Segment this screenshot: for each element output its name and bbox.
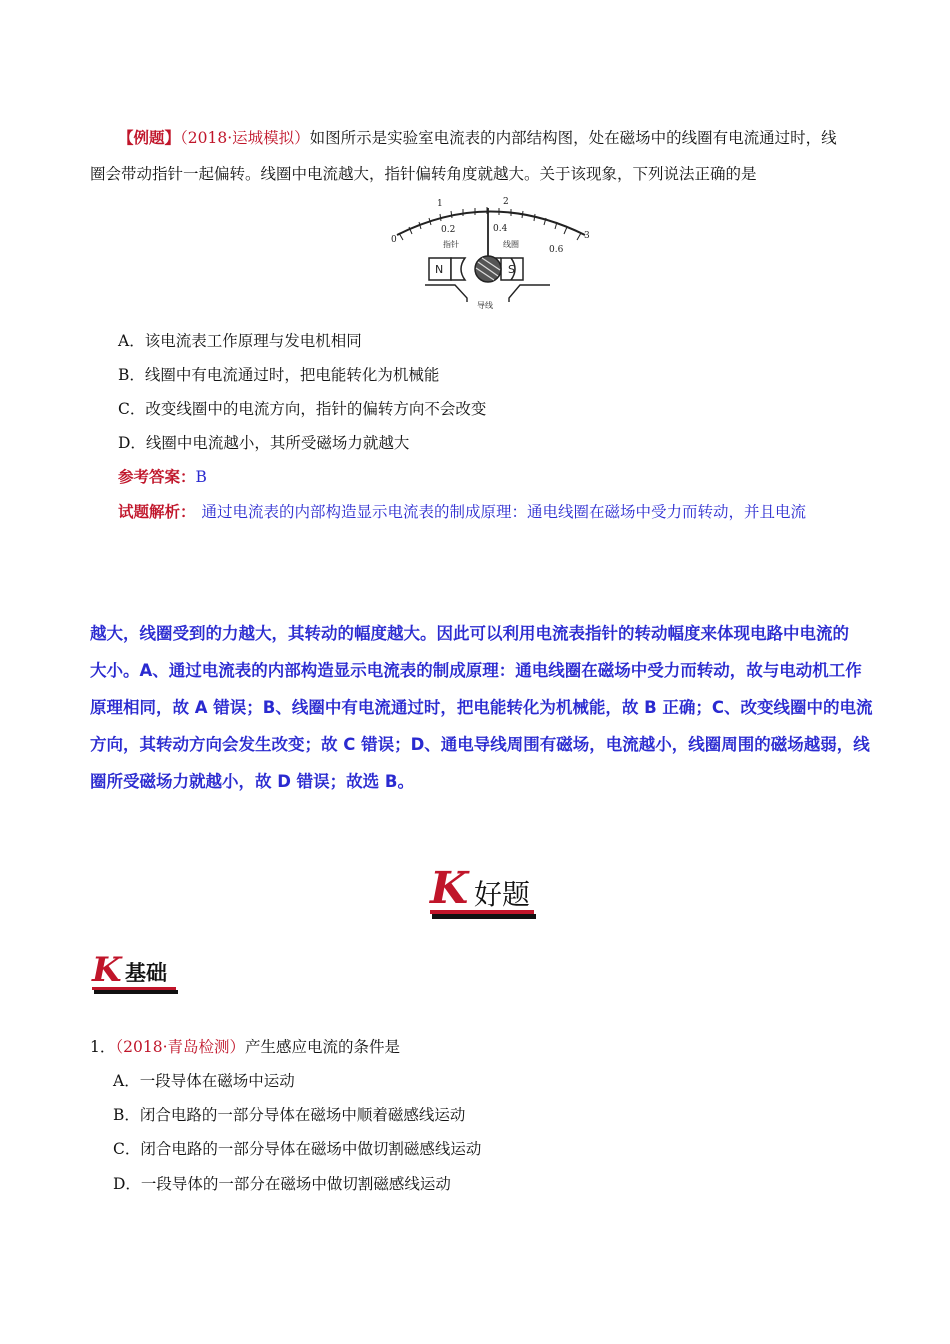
option-a: A．该电流表工作原理与发电机相同 <box>118 332 362 350</box>
ammeter-figure <box>385 190 595 315</box>
analysis-row <box>118 502 806 522</box>
analysis-cont-1: 越大，线圈受到的力越大，其转动的幅度越大。因此可以利用电流表指针的转动幅度来体现电路中电流的 <box>90 624 849 643</box>
heading-good-questions-title: 好题 <box>474 878 531 911</box>
example-stem-1: 如图所示是实验室电流表的内部结构图，处在磁场中的线圈有电流通过时，线 <box>309 129 837 147</box>
analysis-label: 试题解析： <box>118 503 196 521</box>
scale-top-0: 0 <box>391 235 397 245</box>
label-pointer: 指针 <box>443 240 459 249</box>
question-1-number: 1． <box>90 1038 116 1056</box>
heading-underline-black <box>432 914 536 919</box>
q1-option-a: A．一段导体在磁场中运动 <box>113 1072 295 1090</box>
label-wire: 导线 <box>477 301 493 310</box>
scale-top-1: 1 <box>437 199 443 209</box>
answer-value: B <box>195 468 207 486</box>
example-line-2: 圈会带动指针一起偏转。线圈中电流越大，指针偏转角度就越大。关于该现象，下列说法正确的是 <box>90 165 757 183</box>
subheading-basics-title: 基础 <box>125 961 167 985</box>
scale-top-2: 2 <box>503 197 509 207</box>
q1-option-b: B．闭合电路的一部分导体在磁场中顺着磁感线运动 <box>113 1106 466 1124</box>
subheading-k-logo: K <box>92 950 122 990</box>
heading-k-logo: K <box>430 863 469 914</box>
question-1-text: 产生感应电流的条件是 <box>245 1038 401 1056</box>
analysis-first: 通过电流表的内部构造显示电流表的制成原理：通电线圈在磁场中受力而转动，并且电流 <box>201 503 807 521</box>
answer-row <box>118 467 207 487</box>
option-d: D．线圈中电流越小，其所受磁场力就越大 <box>118 434 410 452</box>
analysis-cont-4: 方向，其转动方向会发生改变；故 C 错误；D、通电导线周围有磁场，电流越小，线圈周围的磁场越弱，线 <box>90 735 870 754</box>
example-source: （2018·运城模拟） <box>180 129 310 147</box>
scale-labels <box>391 197 590 255</box>
section-heading-basics <box>92 950 182 997</box>
question-1-stem <box>90 1037 400 1057</box>
section-heading-good-questions <box>430 863 540 922</box>
example-tag: 【例题】 <box>118 129 181 147</box>
option-b: B．线圈中有电流通过时，把电能转化为机械能 <box>118 366 440 384</box>
label-s: S <box>508 263 515 276</box>
label-n: N <box>435 263 444 276</box>
scale-bottom-3: 0.6 <box>549 245 564 255</box>
analysis-cont-3: 原理相同，故 A 错误；B、线圈中有电流通过时，把电能转化为机械能，故 B 正确；C、改变线圈中的电流 <box>90 698 873 717</box>
scale-bottom-2: 0.4 <box>493 224 508 234</box>
scale-bottom-1: 0.2 <box>441 225 456 235</box>
q1-option-c: C．闭合电路的一部分导体在磁场中做切割磁感线运动 <box>113 1140 482 1158</box>
q1-option-d: D．一段导体的一部分在磁场中做切割磁感线运动 <box>113 1175 451 1193</box>
option-c: C．改变线圈中的电流方向，指针的偏转方向不会改变 <box>118 400 487 418</box>
scale-top-3: 3 <box>584 231 590 241</box>
label-coil: 线圈 <box>503 240 519 249</box>
analysis-cont-2: 大小。A、通过电流表的内部构造显示电流表的制成原理：通电线圈在磁场中受力而转动，故与电动机工作 <box>90 661 862 680</box>
question-1-source: （2018·青岛检测） <box>115 1038 245 1056</box>
answer-label: 参考答案： <box>118 468 196 486</box>
example-line-1 <box>118 128 837 148</box>
analysis-cont-5: 圈所受磁场力就越小，故 D 错误；故选 B。 <box>90 772 415 791</box>
subheading-underline-black <box>94 990 178 994</box>
wire-frame <box>425 285 550 302</box>
